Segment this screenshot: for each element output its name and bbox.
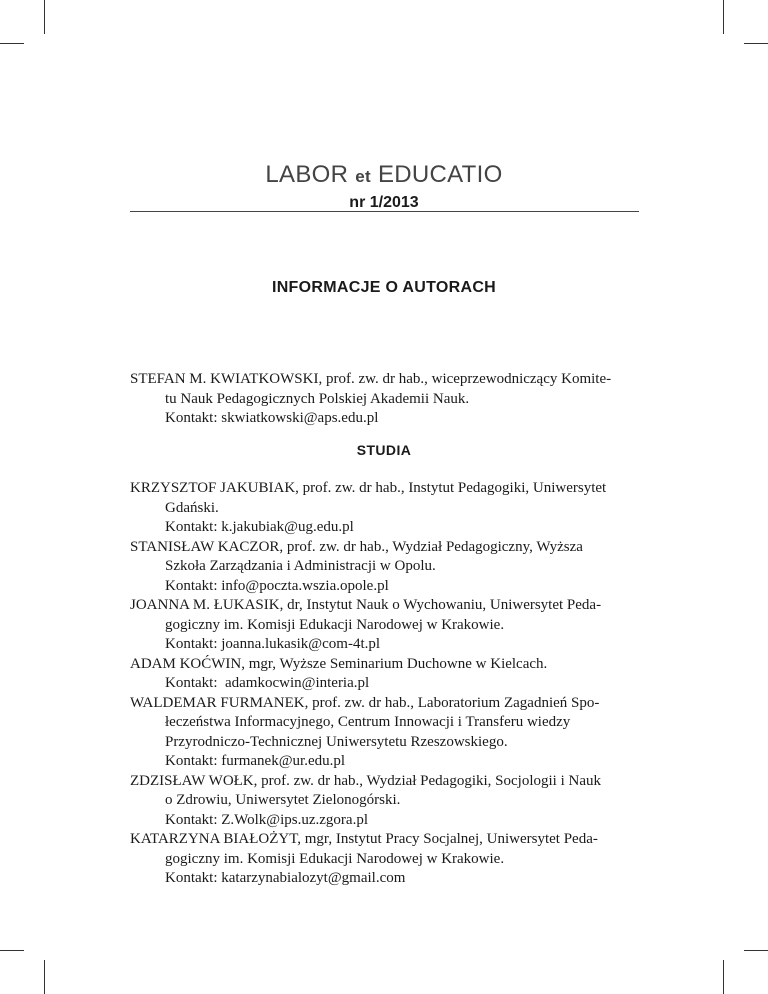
- crop-mark-top-right: [723, 0, 724, 34]
- author-line: JOANNA M. ŁUKASIK, dr, Instytut Nauk o Wychowaniu, Uniwersytet Peda-: [130, 597, 602, 613]
- author-line: tu Nauk Pedagogicznych Polskiej Akademii Nauk.: [165, 390, 470, 407]
- crop-mark-bottom-right: [723, 960, 724, 994]
- author-line: gogiczny im. Komisji Edukacji Narodowej w Krakowie.: [165, 850, 505, 867]
- crop-mark-top-right-h: [744, 43, 768, 44]
- section-title-studia: STUDIA: [356, 442, 412, 458]
- author-contact: Kontakt: k.jakubiak@ug.edu.pl: [165, 519, 354, 535]
- author-line: ADAM KOĆWIN, mgr, Wyższe Seminarium Duchowne w Kielcach.: [130, 655, 548, 672]
- author-entry: [130, 479, 640, 538]
- author-entry: [130, 694, 640, 772]
- author-line: łeczeństwa Informacyjnego, Centrum Innowacji i Transferu wiedzy: [165, 714, 571, 730]
- journal-title-part1: LABOR: [265, 161, 349, 188]
- author-line: KRZYSZTOF JAKUBIAK, prof. zw. dr hab., Instytut Pedagogiki, Uniwersytet: [130, 480, 607, 496]
- crop-mark-bottom-right-h: [744, 950, 768, 951]
- author-contact: Kontakt: katarzynabialozyt@gmail.com: [165, 870, 406, 886]
- page-title: INFORMACJE O AUTORACH: [271, 279, 497, 296]
- author-contact: Kontakt: furmanek@ur.edu.pl: [165, 753, 346, 769]
- crop-mark-bottom-left-h: [0, 950, 24, 951]
- author-line: STANISŁAW KACZOR, prof. zw. dr hab., Wydział Pedagogiczny, Wyższa: [130, 538, 583, 555]
- author-line: KATARZYNA BIAŁOŻYT, mgr, Instytut Pracy Socjalnej, Uniwersytet Peda-: [130, 831, 598, 847]
- author-line: gogiczny im. Komisji Edukacji Narodowej w Krakowie.: [165, 616, 505, 633]
- crop-mark-top-left-h: [0, 43, 24, 44]
- author-entry: [130, 538, 640, 597]
- author-line: o Zdrowiu, Uniwersytet Zielonogórski.: [165, 792, 401, 808]
- author-line: Przyrodniczo-Technicznej Uniwersytetu Rzeszowskiego.: [165, 733, 508, 750]
- author-contact: Kontakt: Z.Wolk@ips.uz.zgora.pl: [165, 811, 368, 828]
- issue-number: nr 1/2013: [349, 194, 419, 211]
- author-line: WALDEMAR FURMANEK, prof. zw. dr hab., Laboratorium Zagadnień Spo-: [130, 694, 600, 711]
- header-rule: [130, 211, 639, 212]
- intro-author-entry: [130, 370, 640, 429]
- author-entry: [130, 655, 640, 694]
- author-entry: [130, 772, 640, 831]
- author-line: STEFAN M. KWIATKOWSKI, prof. zw. dr hab., wiceprzewodniczący Komite-: [130, 371, 612, 387]
- author-line: Szkoła Zarządzania i Administracji w Opolu.: [165, 558, 436, 574]
- journal-title: [130, 160, 638, 192]
- crop-mark-bottom-left: [44, 960, 45, 994]
- author-line: ZDZISŁAW WOŁK, prof. zw. dr hab., Wydział Pedagogiki, Socjologii i Nauk: [130, 772, 602, 789]
- journal-header: [130, 160, 638, 214]
- author-line: Gdański.: [165, 499, 219, 516]
- author-entry: [130, 596, 640, 655]
- authors-list: [130, 479, 640, 889]
- author-contact: Kontakt: info@poczta.wszia.opole.pl: [165, 577, 389, 594]
- crop-mark-top-left: [44, 0, 45, 34]
- author-contact: Kontakt: joanna.lukasik@com-4t.pl: [165, 636, 381, 652]
- author-contact: Kontakt: skwiatkowski@aps.edu.pl: [165, 410, 379, 426]
- journal-title-et: et: [355, 167, 371, 186]
- author-entry: [130, 830, 640, 889]
- journal-title-part2: EDUCATIO: [377, 161, 503, 188]
- author-contact: Kontakt: adamkocwin@interia.pl: [165, 675, 370, 691]
